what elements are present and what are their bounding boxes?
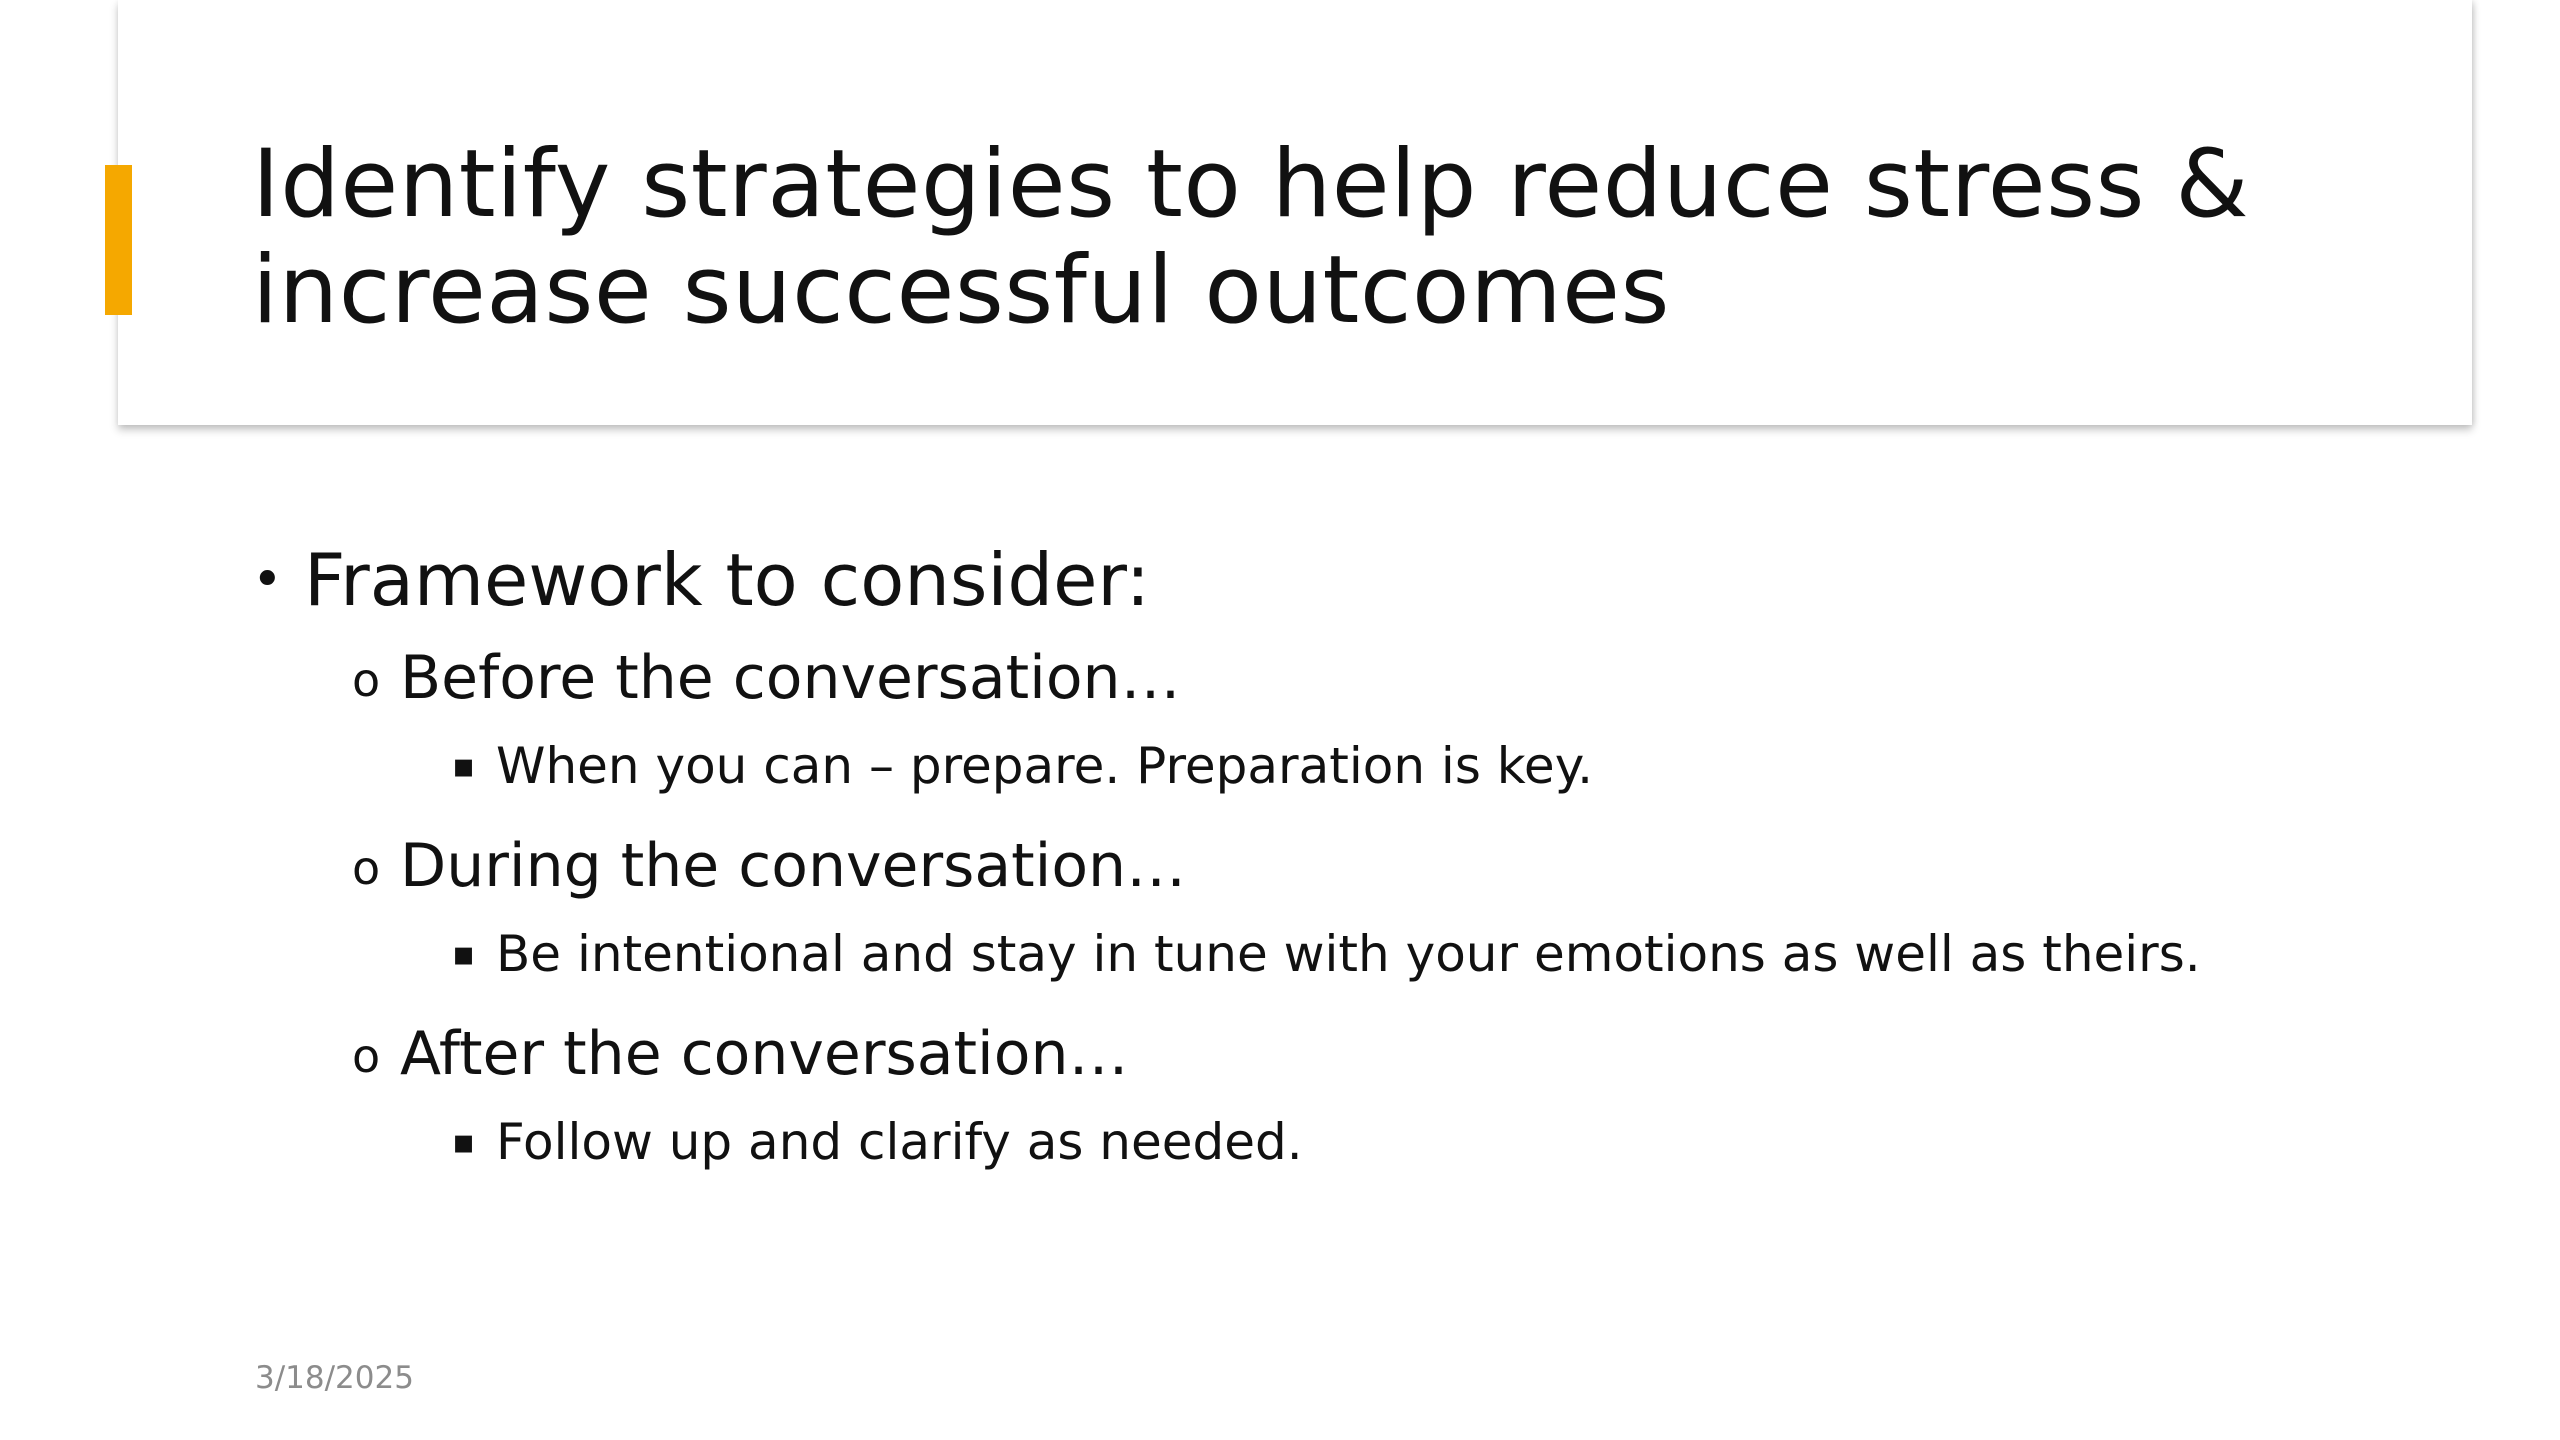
bullet-after-detail-text: Follow up and clarify as needed. [496, 1113, 1303, 1171]
slide-title: Identify strategies to help reduce stress & increase successful outcomes [252, 130, 2250, 345]
bullet-framework [252, 530, 2452, 630]
bullet-during-detail-text: Be intentional and stay in tune with your emotions as well as theirs. [496, 925, 2201, 983]
bullet-square-icon: ▪ [452, 1122, 476, 1162]
slide-body [252, 530, 2452, 1200]
bullet-before-detail [252, 730, 2452, 802]
bullet-during [252, 824, 2452, 908]
bullet-framework-text: Framework to consider: [304, 538, 1150, 622]
bullet-square-icon: ▪ [452, 746, 476, 786]
bullet-square-icon: ▪ [452, 934, 476, 974]
bullet-after-text: After the conversation… [400, 1019, 1129, 1089]
bullet-before-detail-text: When you can – prepare. Preparation is key. [496, 737, 1594, 795]
bullet-during-text: During the conversation… [400, 831, 1187, 901]
title-accent-bar [105, 165, 132, 315]
bullet-after-detail [252, 1106, 2452, 1178]
bullet-after [252, 1012, 2452, 1096]
bullet-during-detail [252, 918, 2452, 990]
bullet-before-text: Before the conversation… [400, 643, 1181, 713]
bullet-before [252, 636, 2452, 720]
bullet-circle-icon: o [352, 653, 381, 707]
slide-date: 3/18/2025 [255, 1360, 414, 1396]
bullet-dot-icon: • [252, 550, 283, 610]
bullet-circle-icon: o [352, 841, 381, 895]
bullet-circle-icon: o [352, 1029, 381, 1083]
